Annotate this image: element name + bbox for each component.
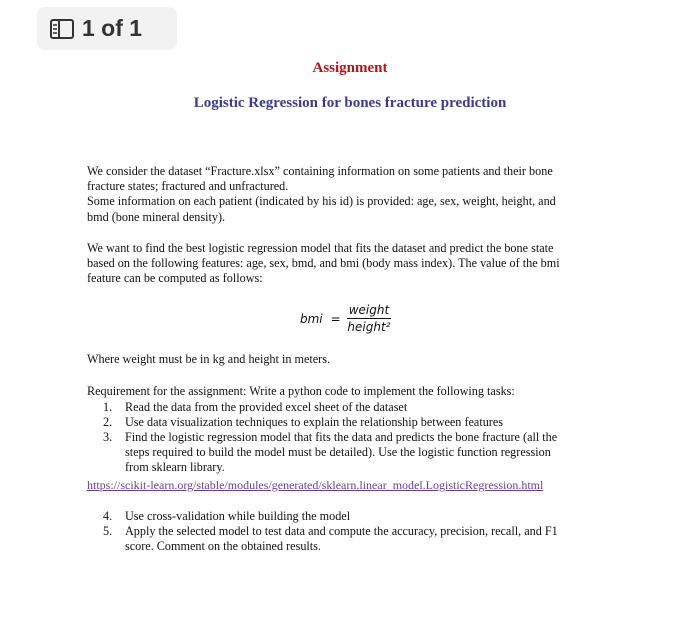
sklearn-logistic-regression-link[interactable]: https://scikit-learn.org/stable/modules/generated/sklearn.linear_model.LogisticRegression.html — [87, 478, 544, 492]
list-number: 4. — [103, 509, 113, 523]
list-number: 1. — [103, 400, 113, 414]
formula-denominator: height² — [347, 320, 391, 334]
text-line: We consider the dataset “Fracture.xlsx” containing information on some patients and their bone — [87, 164, 553, 178]
list-item — [103, 524, 618, 554]
formula-fraction — [347, 303, 391, 334]
text-line: bmd (bone mineral density). — [87, 209, 226, 224]
list-item — [103, 415, 618, 430]
bmi-formula — [300, 303, 391, 334]
list-item — [103, 400, 618, 415]
text-line: Some information on each patient (indicated by his id) is provided: age, sex, weight, height, and — [87, 194, 556, 209]
paragraph-features — [87, 241, 617, 287]
text-line: from sklearn library. — [125, 460, 225, 474]
list-number: 3. — [103, 430, 113, 444]
page-indicator-label: 1 of 1 — [82, 15, 143, 41]
list-number: 2. — [103, 415, 113, 429]
paragraph-units — [87, 352, 617, 367]
text-line: Find the logistic regression model that fits the data and predicts the bone fracture (all the — [125, 430, 558, 444]
list-item — [103, 430, 618, 475]
text-line: fracture states; fractured and unfractured. — [87, 179, 289, 194]
text-line: score. Comment on the obtained results. — [125, 539, 321, 553]
text-line: steps required to build the model must be detailed). Use the logistic function regression — [125, 445, 551, 459]
requirements-intro — [87, 384, 617, 399]
task-list-b — [103, 509, 618, 554]
formula-equals: = — [330, 311, 341, 326]
formula-lhs: bmi — [300, 311, 323, 326]
paragraph-dataset — [87, 164, 617, 225]
formula-numerator: weight — [348, 303, 390, 317]
list-number: 5. — [103, 524, 113, 538]
text-line: Read the data from the provided excel sheet of the dataset — [125, 400, 408, 414]
text-line: feature can be computed as follows: — [87, 271, 263, 286]
list-item — [103, 509, 618, 524]
text-line: Use data visualization techniques to explain the relationship between features — [125, 415, 504, 429]
document-subtitle: Logistic Regression for bones fracture prediction — [193, 95, 507, 111]
text-line: Apply the selected model to test data and compute the accuracy, precision, recall, and F1 — [125, 524, 558, 538]
document-title: Assignment — [312, 60, 388, 76]
text-line: based on the following features: age, sex, bmd, and bmi (body mass index). The value of the bmi — [87, 256, 560, 271]
text-line: We want to find the best logistic regression model that fits the dataset and predict the bone state — [87, 241, 554, 255]
text-line: Where weight must be in kg and height in meters. — [87, 352, 331, 366]
text-line: Use cross-validation while building the model — [125, 509, 351, 523]
task-list-a — [103, 400, 618, 475]
text-line: Requirement for the assignment: Write a python code to implement the following tasks: — [87, 384, 515, 398]
